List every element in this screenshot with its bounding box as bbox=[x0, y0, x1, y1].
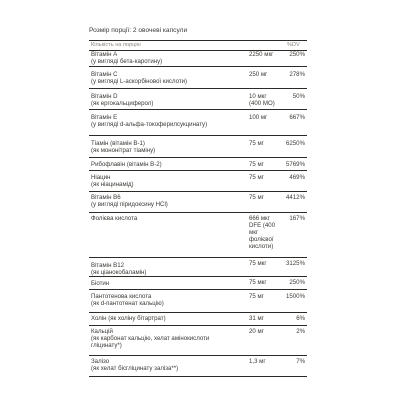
nutrient-dv: 50% bbox=[292, 93, 305, 100]
table-row bbox=[89, 110, 307, 136]
nutrient-dv: 6% bbox=[296, 315, 305, 322]
nutrient-dv: 667% bbox=[289, 114, 305, 121]
nutrient-name: Вітамін E (у вигляді d-альфа-токоферилсукцинату) bbox=[91, 114, 208, 128]
serving-size: Розмір порції: 2 овочеві капсули bbox=[89, 27, 188, 34]
nutrient-name: Тіамін (вітамін B-1) (як мононітрат тіаміну) bbox=[91, 140, 156, 154]
nutrient-amount: 75 мкг bbox=[249, 279, 267, 286]
nutrient-amount: 1,3 мг bbox=[249, 358, 266, 365]
table-row bbox=[89, 50, 307, 67]
table-row bbox=[89, 136, 307, 158]
nutrient-name: Вітамін C (у вигляді L-аскорбінової кислоти) bbox=[91, 71, 188, 85]
nutrient-amount: 666 мкг DFE (400 мкг фолієвої кислоти) bbox=[249, 215, 276, 250]
table-row bbox=[89, 67, 307, 89]
nutrient-dv: 2% bbox=[296, 328, 305, 335]
table-row bbox=[89, 290, 307, 313]
nutrient-dv: 278% bbox=[289, 71, 305, 78]
table-row bbox=[89, 356, 307, 377]
table-row bbox=[89, 258, 307, 277]
nutrient-dv: 469% bbox=[289, 174, 305, 181]
nutrient-dv: 3125% bbox=[286, 260, 305, 267]
table-row bbox=[89, 192, 307, 213]
nutrient-amount: 31 мг bbox=[249, 315, 264, 322]
nutrient-amount: 75 мг bbox=[249, 161, 264, 168]
nutrient-amount: 75 мг bbox=[249, 194, 264, 201]
nutrient-name: Залізо (як хелат бісгліцинату заліза**) bbox=[91, 358, 179, 372]
table-row bbox=[89, 313, 307, 326]
nutrient-name: Кальцій (як карбонат кальцію, хелат амінокислоти гліцинату*) bbox=[91, 328, 210, 349]
nutrient-amount: 75 мг bbox=[249, 140, 264, 147]
nutrient-dv: 4412% bbox=[286, 194, 305, 201]
table-row bbox=[89, 171, 307, 192]
nutrient-name: Вітамін D (як ергокальциферол) bbox=[91, 93, 154, 107]
table-row bbox=[89, 89, 307, 110]
nutrient-name: Вітамін B12 (як ціанокобаламін) bbox=[91, 262, 147, 276]
nutrient-name: Ніацин (як ніацинамід) bbox=[91, 174, 134, 188]
nutrient-amount: 100 мг bbox=[249, 114, 268, 121]
nutrient-amount: 75 мг bbox=[249, 174, 264, 181]
nutrient-name: Вітамін A (у вигляді бета-каротину) bbox=[91, 51, 163, 65]
nutrient-name: Пантотенова кислота (як d-пантотенат кальцію) bbox=[91, 293, 164, 307]
nutrient-amount: 75 мкг bbox=[249, 260, 267, 267]
nutrient-dv: 250% bbox=[289, 51, 305, 58]
nutrient-dv: 6250% bbox=[286, 140, 305, 147]
table-row bbox=[89, 213, 307, 258]
nutrient-dv: 167% bbox=[289, 215, 305, 222]
nutrient-amount: 75 мг bbox=[249, 293, 264, 300]
nutrient-name: Рибофлавін (вітамін B-2) bbox=[91, 161, 162, 168]
nutrient-amount: 20 мг bbox=[249, 328, 264, 335]
header-amount-per-serving: Кількість на порцію bbox=[91, 42, 141, 48]
nutrient-name: Фолієва кислота bbox=[91, 215, 138, 222]
nutrient-amount: 250 мг bbox=[249, 71, 268, 78]
header-daily-value: %DV bbox=[287, 42, 300, 48]
table-row bbox=[89, 326, 307, 356]
nutrient-name: Холін (як холіну бітартрат) bbox=[91, 315, 166, 322]
nutrient-dv: 1500% bbox=[286, 293, 305, 300]
nutrient-dv: 5769% bbox=[286, 161, 305, 168]
nutrient-amount: 10 мкг (400 МО) bbox=[249, 93, 275, 107]
table-row bbox=[89, 277, 307, 290]
nutrient-dv: 250% bbox=[289, 279, 305, 286]
nutrient-amount: 2250 мкг bbox=[249, 51, 274, 58]
nutrient-name: Біотин bbox=[91, 280, 110, 287]
nutrient-name: Вітамін B6 (у вигляді піридоксину HCl) bbox=[91, 194, 168, 208]
nutrient-dv: 7% bbox=[296, 358, 305, 365]
table-row bbox=[89, 158, 307, 171]
